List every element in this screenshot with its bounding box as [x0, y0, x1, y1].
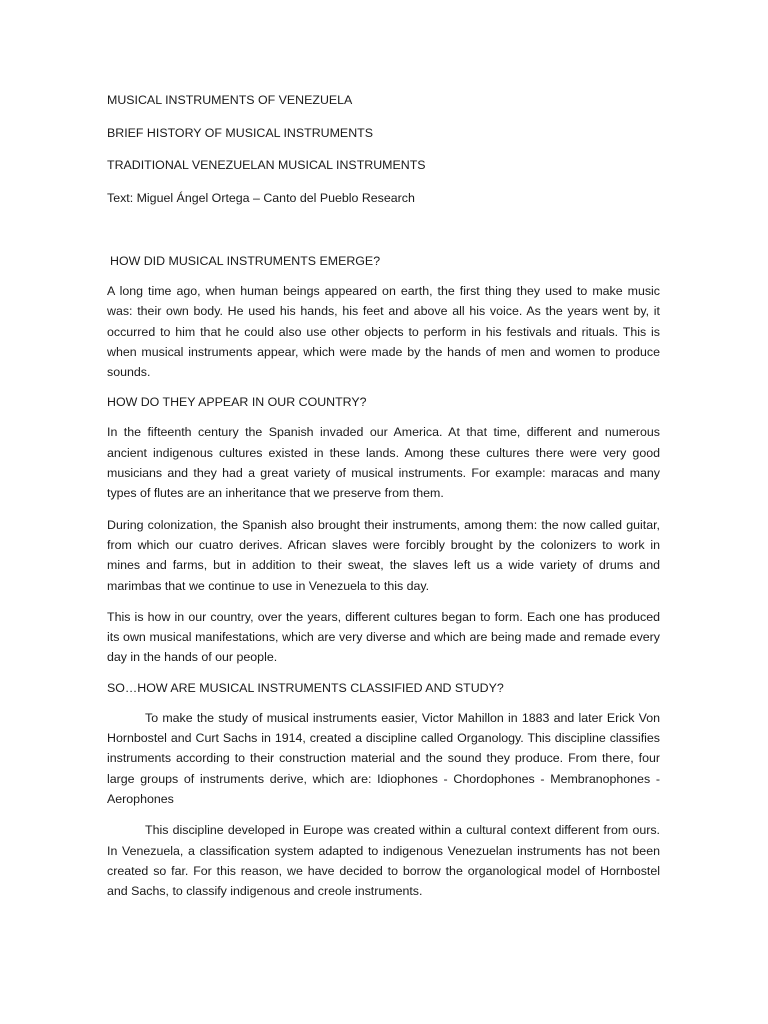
section-heading-country: HOW DO THEY APPEAR IN OUR COUNTRY?: [107, 395, 367, 410]
spacer: [107, 221, 660, 252]
document-subtitle: BRIEF HISTORY OF MUSICAL INSTRUMENTS: [107, 125, 373, 140]
paragraph-country-1: In the fifteenth century the Spanish invaded our America. At that time, different and numerous ancient indigenous cultures existed in these lands. Among these cultures there were very good musicians and they had a great variety of musical instruments. For example: maracas and many types of flutes are an inheritance that we preserve from them.: [107, 425, 660, 501]
paragraph-classified-1: To make the study of musical instruments easier, Victor Mahillon in 1883 and later Erick Von Hornbostel and Curt Sachs in 1914, created a discipline called Organology. This discipline classifies instruments according to their construction material and the sound they produce. From there, four large groups of instruments derive, which are: Idiophones - Chordophones - Membranophones - Aerophones: [107, 710, 660, 806]
paragraph-classified-2: This discipline developed in Europe was created within a cultural context different from ours. In Venezuela, a classification system adapted to indigenous Venezuelan instruments has not been created so far. For this reason, we have decided to borrow the organological model of Hornbostel and Sachs, to classify indigenous and creole instruments.: [107, 823, 660, 899]
document-subtitle-2: TRADITIONAL VENEZUELAN MUSICAL INSTRUMENTS: [107, 158, 426, 172]
document-body: [107, 91, 660, 912]
section-heading-emerge: HOW DID MUSICAL INSTRUMENTS EMERGE?: [110, 254, 381, 268]
paragraph-emerge: A long time ago, when human beings appeared on earth, the first thing they used to make music was: their own body. He used his hands, his feet and above all his voice. As the years went by, it occurred to him that he could also use other objects to perform in his festivals and rituals. This is when musical instruments appear, which were made by the hands of men and women to produce sounds.: [107, 284, 660, 380]
document-title: MUSICAL INSTRUMENTS OF VENEZUELA: [107, 93, 353, 107]
section-heading-classified: SO…HOW ARE MUSICAL INSTRUMENTS CLASSIFIED AND STUDY?: [107, 680, 504, 695]
paragraph-country-2: During colonization, the Spanish also brought their instruments, among them: the now called guitar, from which our cuatro derives. African slaves were forcibly brought by the colonizers to work in mines and farms, but in addition to their sweat, the slaves left us a wide variety of drums and marimbas that we continue to use in Venezuela to this day.: [107, 517, 660, 593]
paragraph-country-3: This is how in our country, over the years, different cultures began to form. Each one has produced its own musical manifestations, which are very diverse and which are being made and remade every day in the hands of our people.: [107, 609, 660, 665]
document-author-credit: Text: Miguel Ángel Ortega – Canto del Pueblo Research: [107, 190, 415, 205]
